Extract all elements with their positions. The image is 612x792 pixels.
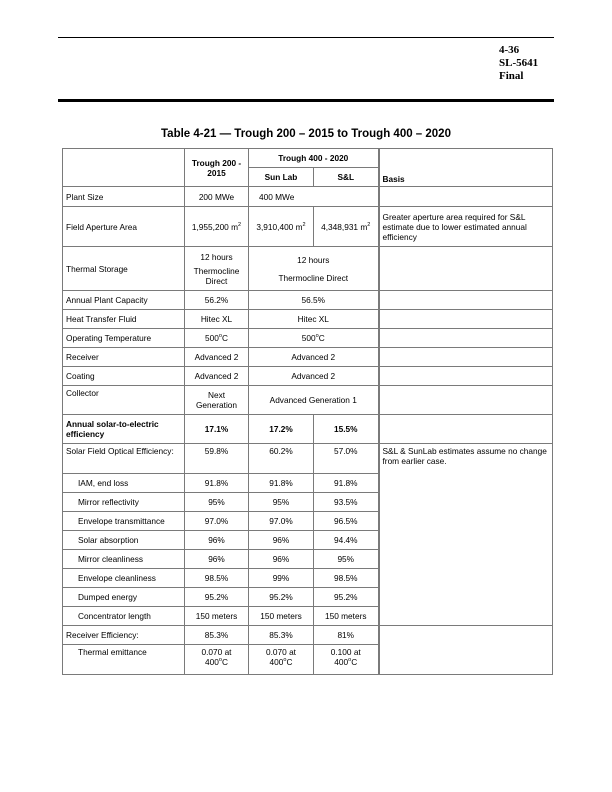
col-sunlab: Sun Lab bbox=[249, 168, 314, 187]
table-row: Solar Field Optical Efficiency: 59.8% 60.2% 57.0% S&L & SunLab estimates assume no change from earlier case. bbox=[63, 444, 553, 474]
page-number: 4-36 bbox=[499, 44, 520, 56]
table-row: Collector Next Generation Advanced Generation 1 bbox=[63, 386, 553, 415]
table-row: Heat Transfer Fluid Hitec XL Hitec XL bbox=[63, 310, 553, 329]
header-rule-top bbox=[58, 37, 554, 38]
table-row: Concentrator length 150 meters 150 meters 150 meters bbox=[63, 607, 553, 626]
col-trough200: Trough 200 - 2015 bbox=[185, 149, 249, 187]
table-row: Mirror cleanliness 96% 96% 95% bbox=[63, 550, 553, 569]
col-sl: S&L bbox=[314, 168, 379, 187]
header-rule bbox=[58, 99, 554, 102]
table-row: Field Aperture Area 1,955,200 $m^2$ 3,910,400 $m^2$ 4,348,931 $m^2$ Greater aperture area required for S&L estimate due to lower estimated annual efficiency bbox=[63, 207, 553, 247]
table-row: Annual Plant Capacity 56.2% 56.5% bbox=[63, 291, 553, 310]
table-row: Dumped energy 95.2% 95.2% 95.2% bbox=[63, 588, 553, 607]
header-row bbox=[63, 149, 553, 168]
table-title: Table 4-21 — Trough 200 – 2015 to Trough 400 – 2020 bbox=[161, 128, 451, 140]
table-row: Thermal Storage 12 hours Thermocline Direct 12 hours Thermocline Direct bbox=[63, 247, 553, 291]
table-row: Thermal emittance 0.070 at 400$^o$C 0.070 at 400$^o$C 0.100 at 400$^o$C bbox=[63, 645, 553, 675]
table-row: Receiver Advanced 2 Advanced 2 bbox=[63, 348, 553, 367]
table-row: IAM, end loss 91.8% 91.8% 91.8% bbox=[63, 474, 553, 493]
table-row: Envelope cleanliness 98.5% 99% 98.5% bbox=[63, 569, 553, 588]
col-basis: Basis bbox=[379, 149, 553, 187]
table-row: Operating Temperature 500$^o$C 500$^o$C bbox=[63, 329, 553, 348]
table-row: Coating Advanced 2 Advanced 2 bbox=[63, 367, 553, 386]
table-row: Receiver Efficiency: 85.3% 85.3% 81% bbox=[63, 626, 553, 645]
table-row: Envelope transmittance 97.0% 97.0% 96.5% bbox=[63, 512, 553, 531]
table-row: Solar absorption 96% 96% 94.4% bbox=[63, 531, 553, 550]
comparison-table bbox=[62, 148, 553, 675]
col-group-trough400: Trough 400 - 2020 bbox=[249, 149, 379, 168]
table-row: Plant Size 200 MWe 400 MWe bbox=[63, 187, 553, 207]
document-number: SL-5641 bbox=[499, 57, 539, 69]
page-header bbox=[499, 44, 538, 83]
table-row: Mirror reflectivity 95% 95% 93.5% bbox=[63, 493, 553, 512]
document-status: Final bbox=[499, 70, 524, 82]
table-row: Annual solar-to-electric efficiency 17.1% 17.2% 15.5% bbox=[63, 415, 553, 444]
